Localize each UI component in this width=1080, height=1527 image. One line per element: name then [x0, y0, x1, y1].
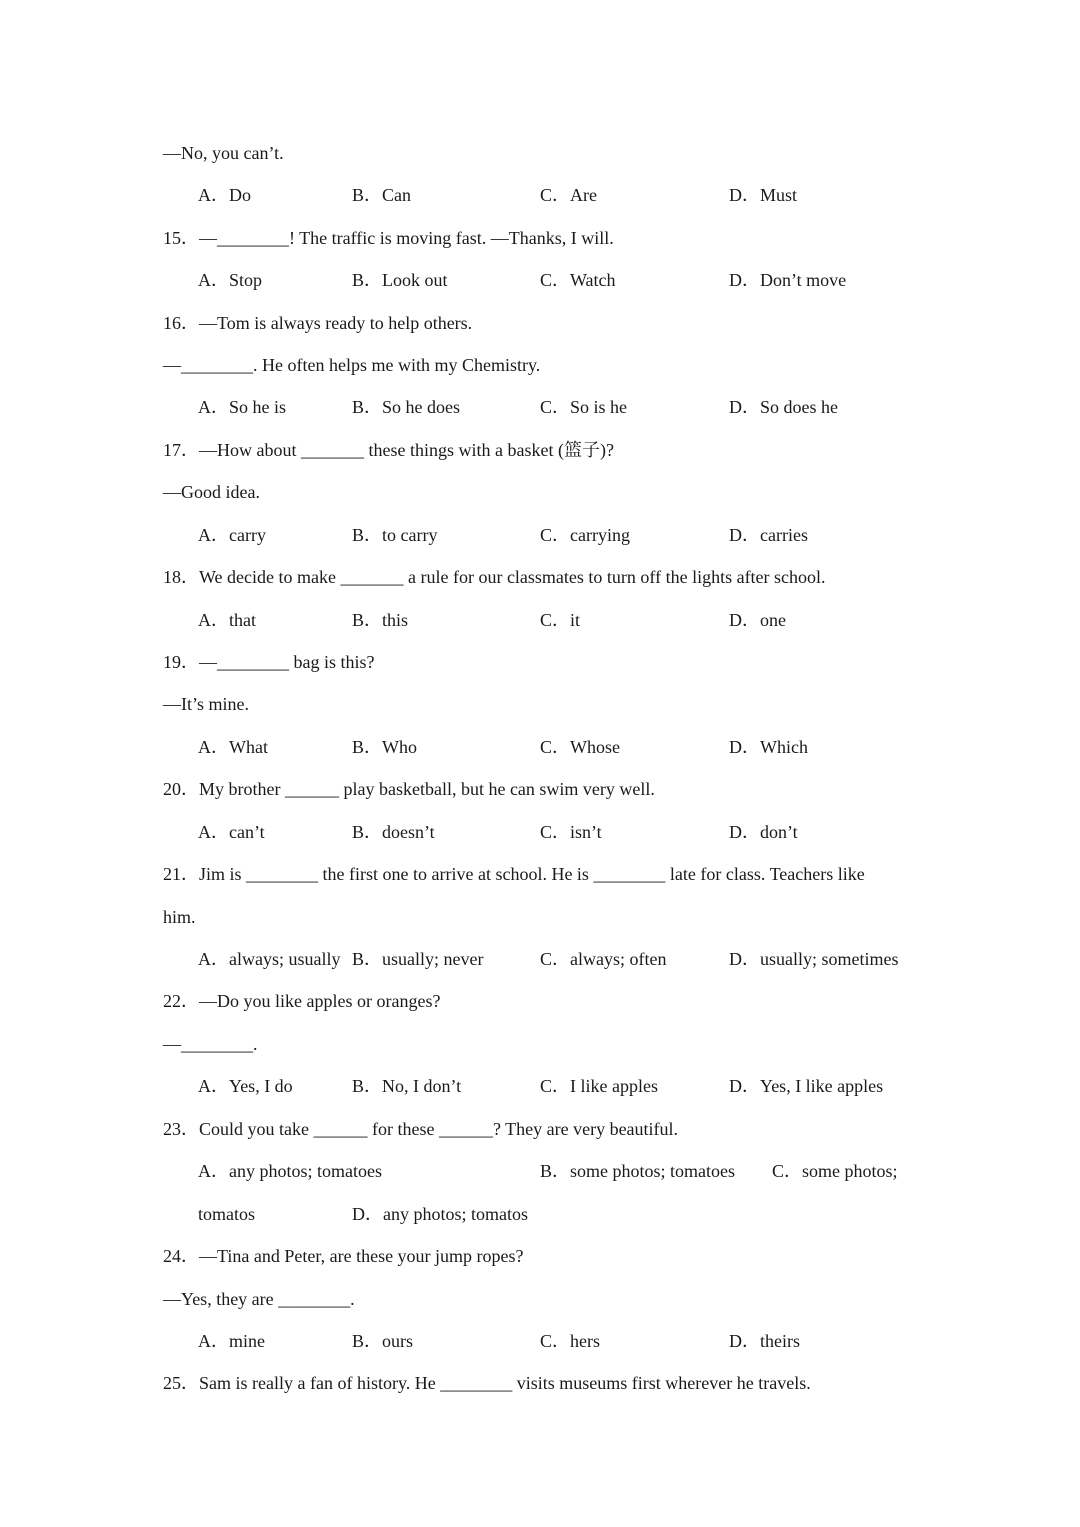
q15-option-b: B．Look out — [352, 270, 448, 290]
q18-option-a: A．that — [198, 610, 256, 630]
q24-option-b: B．ours — [352, 1331, 414, 1351]
q20-option-b: B．doesn’t — [352, 822, 435, 842]
q18-stem: 18．We decide to make _______ a rule for our classmates to turn off the lights after school. — [163, 567, 826, 587]
q16-option-d: D．So does he — [729, 397, 838, 417]
q18-option-d: D．one — [729, 610, 786, 630]
q17-reply: —Good idea. — [163, 482, 260, 502]
q22-reply: —________. — [163, 1034, 258, 1054]
q18-option-b: B．this — [352, 610, 409, 630]
q17-stem: 17．—How about _______ these things with a basket (篮子)? — [163, 440, 614, 460]
q20-option-c: C．isn’t — [540, 822, 602, 842]
q21-option-a: A．always; usually — [198, 949, 341, 969]
q19-option-c: C．Whose — [540, 737, 620, 757]
q22-option-b: B．No, I don’t — [352, 1076, 462, 1096]
q16-stem: 16．—Tom is always ready to help others. — [163, 313, 473, 333]
q21-continuation: him. — [163, 907, 196, 927]
q19-option-a: A．What — [198, 737, 268, 757]
q14-option-a: A．Do — [198, 185, 251, 205]
q17-option-d: D．carries — [729, 525, 808, 545]
q19-option-d: D．Which — [729, 737, 808, 757]
q15-option-d: D．Don’t move — [729, 270, 847, 290]
q15-stem: 15．—________! The traffic is moving fast. —Thanks, I will. — [163, 228, 614, 248]
q24-stem: 24．—Tina and Peter, are these your jump ropes? — [163, 1246, 524, 1266]
q20-option-d: D．don’t — [729, 822, 798, 842]
q21-option-b: B．usually; never — [352, 949, 484, 969]
q19-stem: 19．—________ bag is this? — [163, 652, 375, 672]
q23-stem: 23．Could you take ______ for these ______? They are very beautiful. — [163, 1119, 679, 1139]
q21-stem: 21．Jim is ________ the first one to arrive at school. He is ________ late for class. Teachers like — [163, 864, 865, 884]
q22-option-d: D．Yes, I like apples — [729, 1076, 884, 1096]
q23-option-c: C．some photos; — [772, 1161, 898, 1181]
q16-option-a: A．So he is — [198, 397, 287, 417]
q22-option-a: A．Yes, I do — [198, 1076, 293, 1096]
q24-reply: —Yes, they are ________. — [163, 1289, 355, 1309]
q24-option-c: C．hers — [540, 1331, 600, 1351]
q25-stem: 25．Sam is really a fan of history. He ________ visits museums first wherever he travels. — [163, 1373, 811, 1393]
q15-option-a: A．Stop — [198, 270, 263, 290]
q14-answer-line: —No, you can’t. — [163, 143, 284, 163]
q23-option-d: D．any photos; tomatos — [352, 1204, 528, 1224]
q17-option-a: A．carry — [198, 525, 266, 545]
q24-option-a: A．mine — [198, 1331, 265, 1351]
q20-option-a: A．can’t — [198, 822, 265, 842]
q21-option-c: C．always; often — [540, 949, 667, 969]
q17-option-c: C．carrying — [540, 525, 630, 545]
q24-option-d: D．theirs — [729, 1331, 800, 1351]
q20-stem: 20．My brother ______ play basketball, but he can swim very well. — [163, 779, 655, 799]
q22-option-c: C．I like apples — [540, 1076, 658, 1096]
q21-option-d: D．usually; sometimes — [729, 949, 899, 969]
q14-option-c: C．Are — [540, 185, 597, 205]
q15-option-c: C．Watch — [540, 270, 616, 290]
q19-reply: —It’s mine. — [163, 694, 249, 714]
q22-stem: 22．—Do you like apples or oranges? — [163, 991, 441, 1011]
q14-option-d: D．Must — [729, 185, 798, 205]
q16-reply: —________. He often helps me with my Chemistry. — [163, 355, 541, 375]
q23-option-b: B．some photos; tomatoes — [540, 1161, 735, 1181]
q19-option-b: B．Who — [352, 737, 417, 757]
q23-option-a: A．any photos; tomatoes — [198, 1161, 382, 1181]
q18-option-c: C．it — [540, 610, 581, 630]
q16-option-c: C．So is he — [540, 397, 628, 417]
q14-option-b: B．Can — [352, 185, 412, 205]
q16-option-b: B．So he does — [352, 397, 460, 417]
q17-option-b: B．to carry — [352, 525, 438, 545]
q23-option-c-continuation: tomatos — [198, 1204, 255, 1224]
